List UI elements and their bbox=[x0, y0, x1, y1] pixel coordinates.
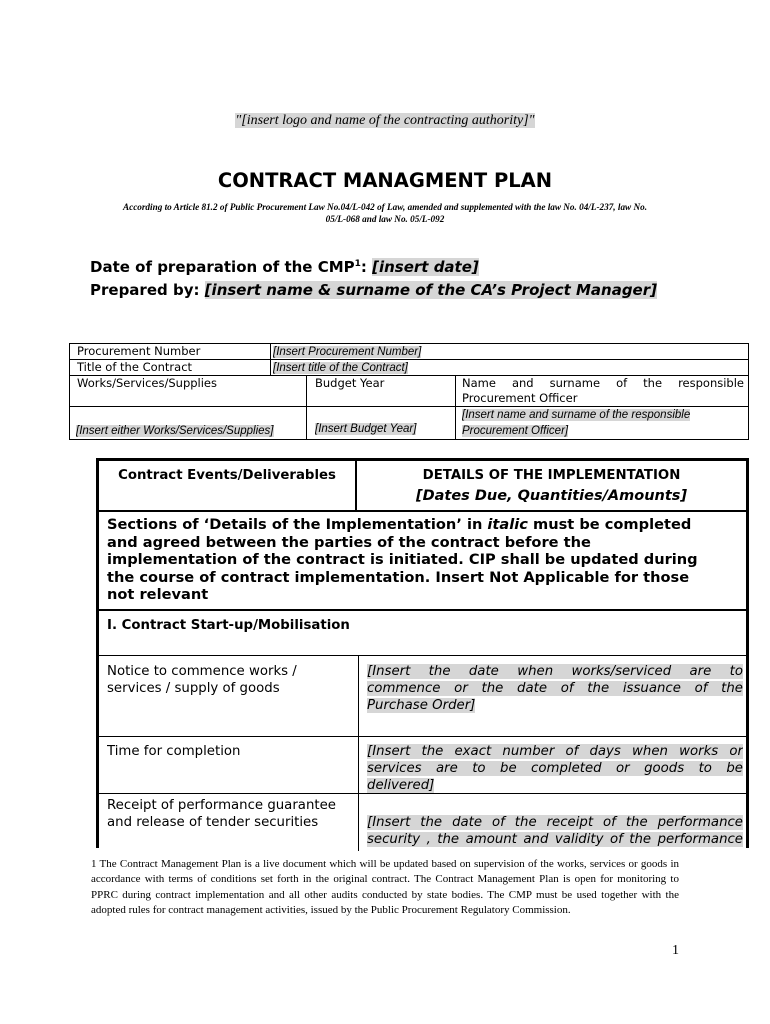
section-title: I. Contract Start-up/Mobilisation bbox=[107, 618, 350, 633]
procurement-officer-label bbox=[462, 376, 744, 406]
instructions-line-5: not relevant bbox=[107, 586, 209, 603]
instructions-line-1a: Sections of ‘Details of the Implementation’ in bbox=[107, 516, 488, 533]
preparation-date bbox=[90, 258, 479, 276]
contract-title-label: Title of the Contract bbox=[77, 360, 193, 374]
event-notice-to-commence bbox=[107, 663, 352, 697]
table-rule bbox=[99, 736, 746, 737]
logo-placeholder bbox=[0, 113, 770, 129]
works-services-supplies-value bbox=[76, 423, 305, 439]
event-label-line-1: Notice to commence works / bbox=[107, 664, 297, 679]
subtitle-line-1: According to Article 81.2 of Public Procurement Law No.04/L-042 of Law, amended and supplemented with the law No. 04/L-237, law No. bbox=[122, 202, 648, 212]
document-subtitle bbox=[86, 201, 684, 225]
table-rule bbox=[358, 655, 359, 851]
prepared-by-value: [insert name & surname of the CA’s Project Manager] bbox=[204, 281, 657, 299]
works-services-supplies-placeholder: [Insert either Works/Services/Supplies] bbox=[76, 425, 274, 437]
procurement-officer-label-line-1: Name and surname of the responsible bbox=[462, 376, 744, 390]
detail-line-1: [Insert the date of the receipt of the performance bbox=[367, 815, 743, 830]
instructions-line-1c: must be completed bbox=[527, 516, 692, 533]
procurement-number-label: Procurement Number bbox=[77, 344, 201, 358]
table-rule bbox=[306, 375, 307, 439]
contract-title-value bbox=[273, 360, 573, 375]
prepared-by bbox=[90, 281, 657, 299]
instructions-line-1b: italic bbox=[487, 516, 528, 533]
procurement-officer-label-line-2: Procurement Officer bbox=[462, 390, 578, 405]
implementation-table bbox=[96, 458, 749, 848]
detail-line-3: delivered] bbox=[367, 778, 435, 793]
document-title: CONTRACT MANAGMENT PLAN bbox=[217, 169, 553, 192]
budget-year-label: Budget Year bbox=[315, 376, 385, 390]
events-column-header: Contract Events/Deliverables bbox=[118, 468, 336, 483]
detail-line-2: commence or the date of the issuance of the bbox=[367, 681, 743, 696]
detail-line-2: security , the amount and validity of the performance bbox=[367, 832, 743, 847]
event-label-line-2: services / supply of goods bbox=[107, 681, 280, 696]
event-label-line-2: and release of tender securities bbox=[107, 815, 319, 830]
budget-year-placeholder: [Insert Budget Year] bbox=[315, 423, 417, 435]
footnote-reference: 1 bbox=[354, 259, 361, 269]
detail-line-1: [Insert the date when works/serviced are to bbox=[367, 664, 743, 679]
instructions-line-2: and agreed between the parties of the contract before the bbox=[107, 533, 591, 551]
budget-year-value bbox=[315, 421, 453, 437]
works-services-supplies-label: Works/Services/Supplies bbox=[77, 376, 217, 390]
instructions-line-4: the course of contract implementation. Insert Not Applicable for those bbox=[107, 568, 690, 586]
event-performance-guarantee bbox=[107, 797, 355, 831]
preparation-date-value: [insert date] bbox=[372, 258, 479, 276]
table-rule bbox=[99, 655, 746, 656]
detail-line-1: [Insert the exact number of days when works or bbox=[367, 744, 743, 759]
page-number: 1 bbox=[672, 943, 679, 958]
detail-performance-guarantee bbox=[367, 814, 743, 848]
preparation-date-colon: : bbox=[360, 258, 373, 276]
detail-time-for-completion bbox=[367, 743, 743, 794]
procurement-info-table bbox=[69, 343, 749, 440]
contract-title-placeholder: [Insert title of the Contract] bbox=[273, 362, 408, 374]
detail-line-3: Purchase Order] bbox=[367, 698, 476, 713]
logo-placeholder-text: "[insert logo and name of the contracting authority]" bbox=[235, 113, 535, 128]
subtitle-line-2: 05/L-068 and law No. 05/L-092 bbox=[325, 214, 445, 224]
procurement-number-placeholder: [Insert Procurement Number] bbox=[273, 346, 422, 358]
event-label-line-1: Time for completion bbox=[107, 744, 241, 759]
prepared-by-label: Prepared by: bbox=[90, 281, 205, 299]
instructions-line-3: implementation of the contract is initiated. CIP shall be updated during bbox=[107, 551, 698, 568]
table-rule bbox=[455, 375, 456, 439]
details-column-subheader: [Dates Due, Quantities/Amounts] bbox=[415, 488, 688, 504]
table-rule bbox=[270, 344, 271, 375]
table-rule bbox=[99, 510, 746, 512]
procurement-officer-placeholder-line-1: [Insert name and surname of the responsible bbox=[462, 409, 691, 421]
details-column-header: DETAILS OF THE IMPLEMENTATION bbox=[422, 468, 681, 483]
event-label-line-1: Receipt of performance guarantee bbox=[107, 798, 336, 813]
detail-line-2: services are to be completed or goods to be bbox=[367, 761, 743, 776]
footnote: 1 The Contract Management Plan is a live document which will be updated based on supervision of the works, services or goods in accordance with terms of conditions set forth in the original contract. The Contract Management Plan is open for monitoring to PPRC during contract implementation and all other audits conducted by state bodies. The CMP must be used together with the adopted rules for contract management activities, issued by the Public Procurement Regulatory Commission. bbox=[91, 858, 679, 916]
preparation-date-label: Date of preparation of the CMP bbox=[90, 258, 355, 276]
table-rule bbox=[99, 609, 746, 611]
detail-notice-to-commence bbox=[367, 663, 743, 714]
event-time-for-completion bbox=[107, 743, 352, 760]
instructions-text bbox=[107, 516, 721, 604]
procurement-number-value bbox=[273, 344, 573, 359]
procurement-officer-value bbox=[462, 407, 746, 439]
procurement-officer-placeholder-line-2: Procurement Officer] bbox=[462, 425, 569, 437]
